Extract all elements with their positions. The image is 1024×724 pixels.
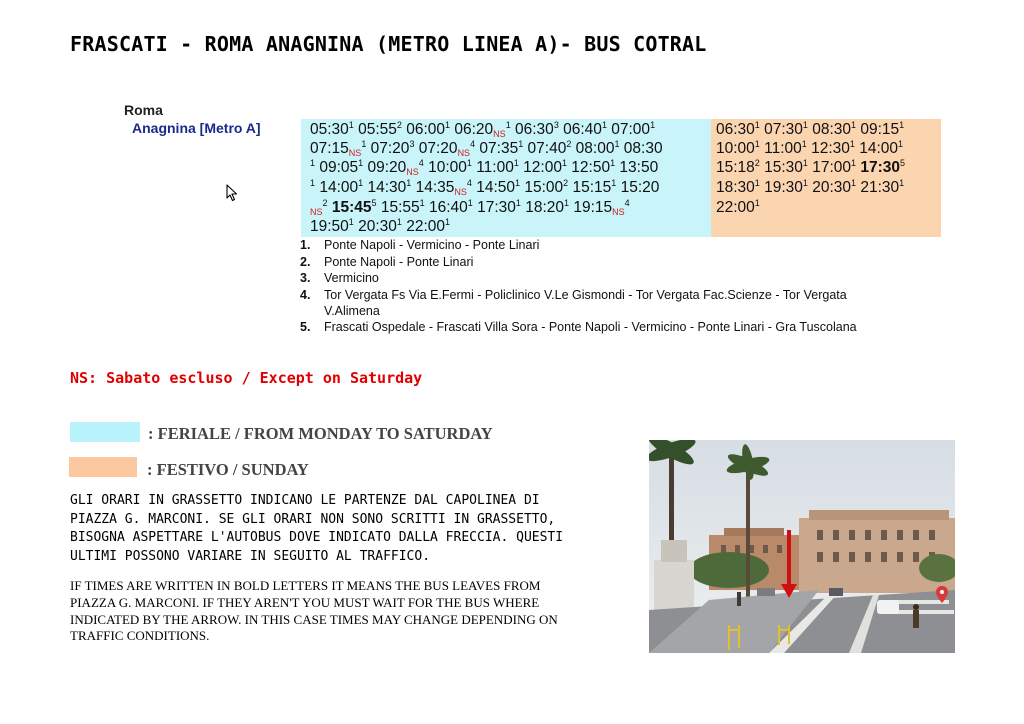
- route-note-number: 1.: [300, 238, 311, 252]
- info-line: BISOGNA ASPETTARE L'AUTOBUS DOVE INDICATO DALLA FRECCIA. QUESTI: [70, 530, 564, 545]
- holiday-legend-label: : FESTIVO / SUNDAY: [147, 460, 309, 479]
- route-note: [300, 320, 940, 337]
- info-line: PIAZZA G. MARCONI. IF THEY AREN'T YOU MUST WAIT FOR THE BUS WHERE: [70, 594, 540, 610]
- stop-name: Anagnina [Metro A]: [132, 120, 261, 136]
- holiday-line: $15:18^2$ $15:30^1$ $17:00^1$ $17:30^5$: [716, 158, 906, 176]
- weekday-line: $05:30^1$ $05:55^2$ $06:00^1$ $06:20_{NS}^1$ $06:30^3$ $06:40^1$ $07:00^1$: [310, 120, 656, 139]
- route-notes-list: [300, 238, 940, 336]
- route-note: [300, 255, 940, 272]
- info-line: TRAFFIC CONDITIONS.: [70, 628, 210, 644]
- weekday-line: $19:50^1$ $20:30^1$ $22:00^1$: [310, 217, 451, 235]
- holiday-line: $06:30^1$ $07:30^1$ $08:30^1$ $09:15^1$: [716, 120, 905, 138]
- page-title: FRASCATI - ROMA ANAGNINA (METRO LINEA A)- BUS COTRAL: [70, 32, 707, 56]
- route-note: [300, 271, 940, 288]
- route-note-text: Vermicino: [324, 271, 379, 285]
- weekday-line: $07:15_{NS}^1$ $07:20^3$ $07:20_{NS}^4$ $07:35^1$ $07:40^2$ $08:00^1$ 08:30: [310, 139, 663, 158]
- info-text-english: [70, 578, 640, 645]
- info-line: IF TIMES ARE WRITTEN IN BOLD LETTERS IT MEANS THE BUS LEAVES FROM: [70, 578, 541, 593]
- info-line: PIAZZA G. MARCONI. SE GLI ORARI NON SONO SCRITTI IN GRASSETTO,: [70, 511, 556, 527]
- stop-city: Roma: [124, 102, 163, 118]
- route-note-text-continued: V.Alimena: [324, 303, 380, 318]
- weekday-line: $_{NS}^2$ $15:45^5$ $15:55^1$ $16:40^1$ $17:30^1$ $18:20^1$ $19:15_{NS}^4$: [310, 198, 630, 217]
- route-note-text: Ponte Napoli - Ponte Linari: [324, 254, 474, 269]
- ns-footnote: NS: Sabato escluso / Except on Saturday: [70, 369, 423, 387]
- info-text-italian: [70, 492, 630, 566]
- holiday-line: $10:00^1$ $11:00^1$ $12:30^1$ $14:00^1$: [716, 139, 904, 157]
- weekday-line: $^1$ $09:05^1$ $09:20_{NS}^4$ $10:00^1$ $11:00^1$ $12:00^1$ $12:50^1$ 13:50: [310, 158, 659, 177]
- route-note-number: 5.: [300, 319, 311, 334]
- info-line: GLI ORARI IN GRASSETTO INDICANO LE PARTENZE DAL CAPOLINEA DI: [70, 493, 540, 508]
- info-line: INDICATED BY THE ARROW. IN THIS CASE TIMES MAY CHANGE DEPENDING ON: [70, 611, 558, 627]
- route-note-text: Tor Vergata Fs Via E.Fermi - Policlinico V.Le Gismondi - Tor Vergata Fac.Scienze - Tor Vergata: [324, 287, 847, 302]
- weekday-legend-label: : FERIALE / FROM MONDAY TO SATURDAY: [148, 424, 493, 443]
- route-note-text: Ponte Napoli - Vermicino - Ponte Linari: [324, 238, 540, 252]
- route-note-number: 4.: [300, 287, 311, 302]
- route-note: [300, 288, 940, 320]
- holiday-line: $18:30^1$ $19:30^1$ $20:30^1$ $21:30^1$: [716, 178, 905, 196]
- weekday-line: $^1$ $14:00^1$ $14:30^1$ $14:35_{NS}^4$ $14:50^1$ $15:00^2$ $15:15^1$ 15:20: [310, 178, 660, 197]
- route-note-number: 2.: [300, 254, 311, 269]
- weekday-color-swatch: [70, 422, 140, 442]
- route-note-number: 3.: [300, 271, 311, 285]
- cursor-arrow-icon: [226, 184, 238, 207]
- route-note-text: Frascati Ospedale - Frascati Villa Sora - Ponte Napoli - Vermicino - Ponte Linari - Gra Tuscolana: [324, 319, 857, 334]
- bus-stop-street-photo: [649, 440, 955, 653]
- route-note: [300, 238, 940, 255]
- holiday-line: $22:00^1$: [716, 198, 760, 216]
- info-line: ULTIMI POSSONO VARIARE IN SEGUITO AL TRAFFICO.: [70, 548, 431, 564]
- holiday-color-swatch: [69, 457, 137, 477]
